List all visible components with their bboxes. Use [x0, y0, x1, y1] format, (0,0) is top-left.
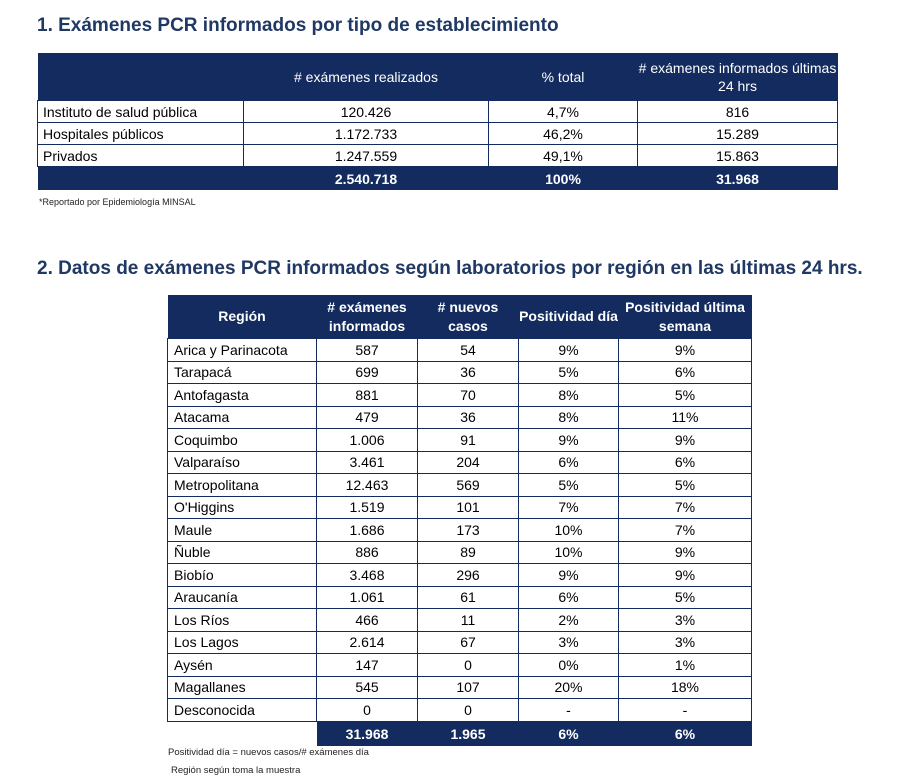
- row-casos: 70: [418, 384, 519, 407]
- total-ultimas-24: 31.968: [716, 170, 759, 187]
- row-positividad-semana: 6%: [619, 361, 752, 384]
- row-ultimas-24: 15.863: [638, 145, 838, 167]
- row-positividad-dia: 20%: [519, 676, 619, 699]
- row-positividad-semana: 3%: [619, 631, 752, 654]
- total-positividad-semana: 6%: [619, 721, 752, 746]
- row-label: Hospitales públicos: [38, 123, 244, 145]
- establishment-table: [37, 53, 838, 190]
- table-row: [168, 609, 752, 632]
- header-examenes: # exámenes informados: [327, 298, 407, 334]
- row-positividad-semana: 18%: [619, 676, 752, 699]
- row-positividad-semana: 5%: [619, 474, 752, 497]
- row-positividad-dia: 8%: [519, 384, 619, 407]
- row-examenes: 1.061: [317, 586, 418, 609]
- row-examenes: 466: [317, 609, 418, 632]
- row-positividad-dia: 0%: [519, 654, 619, 677]
- row-region: Tarapacá: [168, 361, 317, 384]
- total-blank: [168, 721, 317, 746]
- row-region: Magallanes: [168, 676, 317, 699]
- footnote-positividad: Positividad día = nuevos casos/# exámenes día: [168, 747, 369, 758]
- row-examenes: 1.519: [317, 496, 418, 519]
- row-region: Atacama: [168, 406, 317, 429]
- row-ultimas-24: 15.289: [638, 123, 838, 145]
- table-row: [168, 474, 752, 497]
- row-examenes: 881: [317, 384, 418, 407]
- row-examenes: 2.614: [317, 631, 418, 654]
- table-header-row: [38, 53, 838, 101]
- total-pct: 100%: [545, 170, 581, 187]
- row-region: Biobío: [168, 564, 317, 587]
- row-positividad-semana: 9%: [619, 339, 752, 362]
- row-casos: 36: [418, 361, 519, 384]
- row-positividad-dia: 8%: [519, 406, 619, 429]
- row-casos: 89: [418, 541, 519, 564]
- row-examenes: 3.461: [317, 451, 418, 474]
- row-positividad-dia: 2%: [519, 609, 619, 632]
- table-header-row: [168, 295, 752, 339]
- row-positividad-dia: 10%: [519, 519, 619, 542]
- row-realizados: 1.247.559: [244, 145, 489, 167]
- row-casos: 569: [418, 474, 519, 497]
- row-realizados: 120.426: [244, 101, 489, 123]
- row-realizados: 1.172.733: [244, 123, 489, 145]
- row-casos: 91: [418, 429, 519, 452]
- row-positividad-semana: 7%: [619, 496, 752, 519]
- table-row: [168, 451, 752, 474]
- table-row: [168, 564, 752, 587]
- row-region: Aysén: [168, 654, 317, 677]
- row-casos: 67: [418, 631, 519, 654]
- row-positividad-dia: 10%: [519, 541, 619, 564]
- row-region: Araucanía: [168, 586, 317, 609]
- row-casos: 204: [418, 451, 519, 474]
- header-nuevos-casos: # nuevos casos: [437, 298, 499, 334]
- header-positividad-dia: Positividad día: [519, 308, 618, 324]
- row-casos: 54: [418, 339, 519, 362]
- row-region: Valparaíso: [168, 451, 317, 474]
- row-examenes: 479: [317, 406, 418, 429]
- row-region: Ñuble: [168, 541, 317, 564]
- row-casos: 101: [418, 496, 519, 519]
- table-total-row: [168, 721, 752, 746]
- row-casos: 296: [418, 564, 519, 587]
- row-region: Desconocida: [168, 699, 317, 722]
- table-row: [168, 654, 752, 677]
- row-examenes: 0: [317, 699, 418, 722]
- header-region: Región: [218, 308, 266, 324]
- row-examenes: 545: [317, 676, 418, 699]
- table-row: [168, 586, 752, 609]
- row-positividad-semana: 11%: [619, 406, 752, 429]
- row-positividad-semana: 7%: [619, 519, 752, 542]
- row-positividad-semana: 1%: [619, 654, 752, 677]
- row-examenes: 147: [317, 654, 418, 677]
- table-row: [168, 339, 752, 362]
- row-casos: 61: [418, 586, 519, 609]
- table-row: [168, 384, 752, 407]
- row-positividad-dia: 5%: [519, 474, 619, 497]
- row-examenes: 699: [317, 361, 418, 384]
- row-examenes: 886: [317, 541, 418, 564]
- row-examenes: 1.006: [317, 429, 418, 452]
- total-label: [38, 167, 244, 191]
- row-positividad-semana: 9%: [619, 429, 752, 452]
- row-positividad-semana: 9%: [619, 541, 752, 564]
- row-casos: 0: [418, 654, 519, 677]
- row-label: Instituto de salud pública: [38, 101, 244, 123]
- table-row: [38, 101, 838, 123]
- table-row: [168, 406, 752, 429]
- row-region: Los Ríos: [168, 609, 317, 632]
- row-ultimas-24: 816: [638, 101, 838, 123]
- row-region: O'Higgins: [168, 496, 317, 519]
- row-casos: 107: [418, 676, 519, 699]
- section-2-title: 2. Datos de exámenes PCR informados según laboratorios por región en las últimas 24 hrs.: [37, 258, 863, 279]
- row-region: Arica y Parinacota: [168, 339, 317, 362]
- section-1-title: 1. Exámenes PCR informados por tipo de establecimiento: [37, 15, 559, 36]
- row-positividad-semana: 3%: [619, 609, 752, 632]
- row-positividad-semana: 5%: [619, 384, 752, 407]
- row-pct: 46,2%: [489, 123, 638, 145]
- row-examenes: 1.686: [317, 519, 418, 542]
- table-row: [168, 361, 752, 384]
- header-ultimas-24: # exámenes informados últimas 24 hrs: [638, 59, 837, 94]
- row-casos: 11: [418, 609, 519, 632]
- row-label: Privados: [38, 145, 244, 167]
- row-positividad-dia: 5%: [519, 361, 619, 384]
- total-examenes: 31.968: [317, 721, 418, 746]
- header-positividad-semana: Positividad última semana: [625, 298, 745, 334]
- row-region: Metropolitana: [168, 474, 317, 497]
- table-row: [168, 496, 752, 519]
- row-positividad-semana: 6%: [619, 451, 752, 474]
- row-positividad-dia: -: [519, 699, 619, 722]
- header-realizados: # exámenes realizados: [294, 68, 438, 85]
- total-realizados: 2.540.718: [334, 170, 398, 187]
- row-positividad-dia: 9%: [519, 429, 619, 452]
- row-examenes: 587: [317, 339, 418, 362]
- row-casos: 0: [418, 699, 519, 722]
- row-positividad-dia: 9%: [519, 564, 619, 587]
- row-examenes: 12.463: [317, 474, 418, 497]
- row-positividad-dia: 9%: [519, 339, 619, 362]
- table-row: [38, 123, 838, 145]
- header-blank: [38, 53, 244, 101]
- source-note: *Reportado por Epidemiología MINSAL: [39, 197, 196, 207]
- row-region: Los Lagos: [168, 631, 317, 654]
- total-positividad-dia: 6%: [519, 721, 619, 746]
- table-total-row: [38, 167, 838, 191]
- table-row: [168, 699, 752, 722]
- footnote-region: Región según toma la muestra: [171, 765, 301, 776]
- row-region: Coquimbo: [168, 429, 317, 452]
- region-table: [167, 295, 752, 746]
- row-casos: 36: [418, 406, 519, 429]
- row-region: Antofagasta: [168, 384, 317, 407]
- row-pct: 49,1%: [489, 145, 638, 167]
- table-row: [168, 676, 752, 699]
- row-positividad-dia: 6%: [519, 586, 619, 609]
- row-region: Maule: [168, 519, 317, 542]
- header-pct-total: % total: [541, 68, 585, 85]
- row-casos: 173: [418, 519, 519, 542]
- table-row: [168, 541, 752, 564]
- table-row: [168, 429, 752, 452]
- row-positividad-semana: 9%: [619, 564, 752, 587]
- table-row: [168, 519, 752, 542]
- row-positividad-semana: -: [619, 699, 752, 722]
- table-row: [168, 631, 752, 654]
- row-positividad-dia: 6%: [519, 451, 619, 474]
- row-positividad-semana: 5%: [619, 586, 752, 609]
- row-positividad-dia: 7%: [519, 496, 619, 519]
- row-examenes: 3.468: [317, 564, 418, 587]
- row-positividad-dia: 3%: [519, 631, 619, 654]
- table-row: [38, 145, 838, 167]
- total-casos: 1.965: [418, 721, 519, 746]
- row-pct: 4,7%: [489, 101, 638, 123]
